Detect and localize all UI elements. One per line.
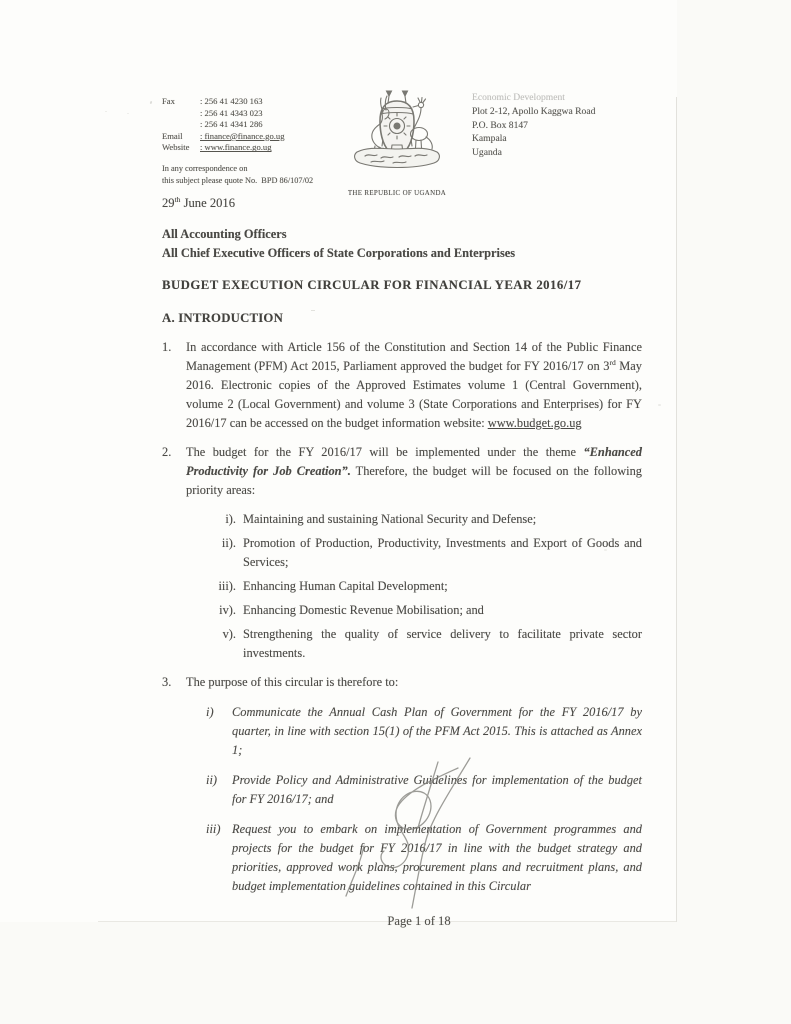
paragraph-number: 1. bbox=[162, 340, 172, 354]
emblem-block bbox=[341, 88, 453, 197]
correspondence-note-line2: this subject please quote No. BPD 86/107/02 bbox=[162, 175, 314, 185]
list-marker: iii) bbox=[206, 822, 221, 836]
scan-speck bbox=[150, 101, 153, 105]
uganda-coat-of-arms-icon bbox=[341, 171, 453, 188]
address-line-faded: Economic Development bbox=[472, 92, 565, 103]
priority-item bbox=[208, 577, 642, 596]
list-marker: i) bbox=[206, 705, 214, 719]
purpose-text: Request you to embark on implementation of Government programmes and projects for the budget for FY 2016/17 in line with the budget strategy and priorities, approved work plans, procurement plans and recruitment plans, and budget implementation guidelines contained in this Circular bbox=[232, 822, 642, 893]
priority-item bbox=[208, 625, 642, 663]
fax-row bbox=[162, 96, 313, 108]
list-marker: iv). bbox=[219, 603, 236, 617]
ministry-address bbox=[472, 91, 595, 160]
priority-text: Strengthening the quality of service delivery to facilitate private sector investments. bbox=[243, 627, 642, 660]
contact-block bbox=[162, 96, 313, 186]
priority-text: Enhancing Domestic Revenue Mobilisation; and bbox=[243, 603, 484, 617]
fax-row bbox=[162, 108, 313, 120]
address-line: Uganda bbox=[472, 147, 502, 159]
priority-text: Promotion of Production, Productivity, Investments and Export of Goods and Services; bbox=[243, 536, 642, 569]
scan-speck bbox=[105, 111, 107, 112]
website-label: Website bbox=[162, 142, 190, 153]
list-marker: v). bbox=[222, 627, 236, 641]
paragraph-3-intro: The purpose of this circular is therefore to: bbox=[186, 675, 399, 689]
address-line: P.O. Box 8147 bbox=[472, 119, 528, 131]
priority-item bbox=[208, 601, 642, 620]
date-ordinal-suffix: rd bbox=[609, 357, 616, 367]
address-line: Plot 2-12, Apollo Kaggwa Road bbox=[472, 105, 596, 117]
page-edge-right bbox=[676, 97, 677, 922]
scan-speck bbox=[127, 113, 129, 114]
signature-scribble bbox=[320, 746, 492, 918]
list-marker: i). bbox=[225, 512, 236, 526]
page-number-footer: Page 1 of 18 bbox=[387, 914, 451, 928]
budget-theme: “Enhanced Productivity for Job Creation”. bbox=[186, 445, 642, 478]
scan-speck bbox=[658, 404, 661, 406]
scan-speck bbox=[311, 310, 315, 311]
fax-number: : 256 41 4341 286 bbox=[200, 119, 263, 130]
correspondence-note bbox=[162, 163, 313, 186]
purpose-text: Provide Policy and Administrative Guidelines for implementation of the budget for FY 2016/17; and bbox=[232, 773, 642, 806]
email-row bbox=[162, 131, 313, 143]
scanner-background-right bbox=[677, 0, 791, 1024]
fax-number: : 256 41 4230 163 bbox=[200, 96, 263, 106]
letter-date: 29th June 2016 bbox=[162, 194, 236, 210]
purpose-text: Communicate the Annual Cash Plan of Government for the FY 2016/17 by quarter, in line with section 15(1) of the PFM Act 2015. This is attached as Annex 1; bbox=[232, 705, 642, 757]
recipient-line: All Chief Executive Officers of State Corporations and Enterprises bbox=[162, 246, 516, 260]
priority-text: Maintaining and sustaining National Security and Defense; bbox=[243, 512, 537, 526]
date-ordinal-suffix: th bbox=[174, 194, 181, 204]
paragraph-2: 2. The budget for the FY 2016/17 will be implemented under the theme “Enhanced Productivity for Job Creation”. Therefore, the budget will be focused on the following priority areas: bbox=[162, 443, 642, 500]
section-heading-introduction: A. INTRODUCTION bbox=[162, 311, 284, 325]
paragraph-1: 1. In accordance with Article 156 of the Constitution and Section 14 of the Public Finance Management (PFM) Act 2015, Parliament approved the budget for FY 2016/17 on 3rd May 2016. Electronic copies of the Approved Estimates volume 1 (Central Government), volume 2 (Local Government) and volume 3 (State Corporations and Enterprises) for FY 2016/17 can be accessed on the budget information website: www.budget.go.ug bbox=[162, 338, 642, 433]
scan-speck bbox=[604, 549, 607, 551]
address-line: Kampala bbox=[472, 133, 507, 145]
list-marker: ii). bbox=[221, 536, 236, 550]
emblem-caption: THE REPUBLIC OF UGANDA bbox=[347, 190, 447, 197]
fax-row bbox=[162, 119, 313, 131]
priority-text: Enhancing Human Capital Development; bbox=[243, 579, 448, 593]
website-row bbox=[162, 142, 313, 154]
email-address: : finance@finance.go.ug bbox=[200, 130, 285, 141]
fax-label: Fax bbox=[162, 96, 175, 106]
correspondence-note-line1: In any correspondence on bbox=[162, 163, 248, 173]
fax-number: : 256 41 4343 023 bbox=[200, 107, 263, 118]
list-marker: ii) bbox=[206, 773, 218, 787]
paragraph-number: 2. bbox=[162, 445, 172, 459]
priority-item bbox=[208, 534, 642, 572]
recipient-line: All Accounting Officers bbox=[162, 227, 287, 241]
budget-website-link: www.budget.go.ug bbox=[487, 416, 582, 430]
website-address: : www.finance.go.ug bbox=[200, 142, 272, 153]
scanner-background-bottom bbox=[0, 922, 791, 1024]
paragraph-number: 3. bbox=[162, 675, 172, 689]
priority-item bbox=[208, 510, 642, 529]
list-marker: iii). bbox=[218, 579, 236, 593]
paragraph-3 bbox=[162, 673, 642, 692]
circular-title: BUDGET EXECUTION CIRCULAR FOR FINANCIAL YEAR 2016/17 bbox=[162, 278, 582, 292]
email-label: Email bbox=[162, 130, 183, 141]
